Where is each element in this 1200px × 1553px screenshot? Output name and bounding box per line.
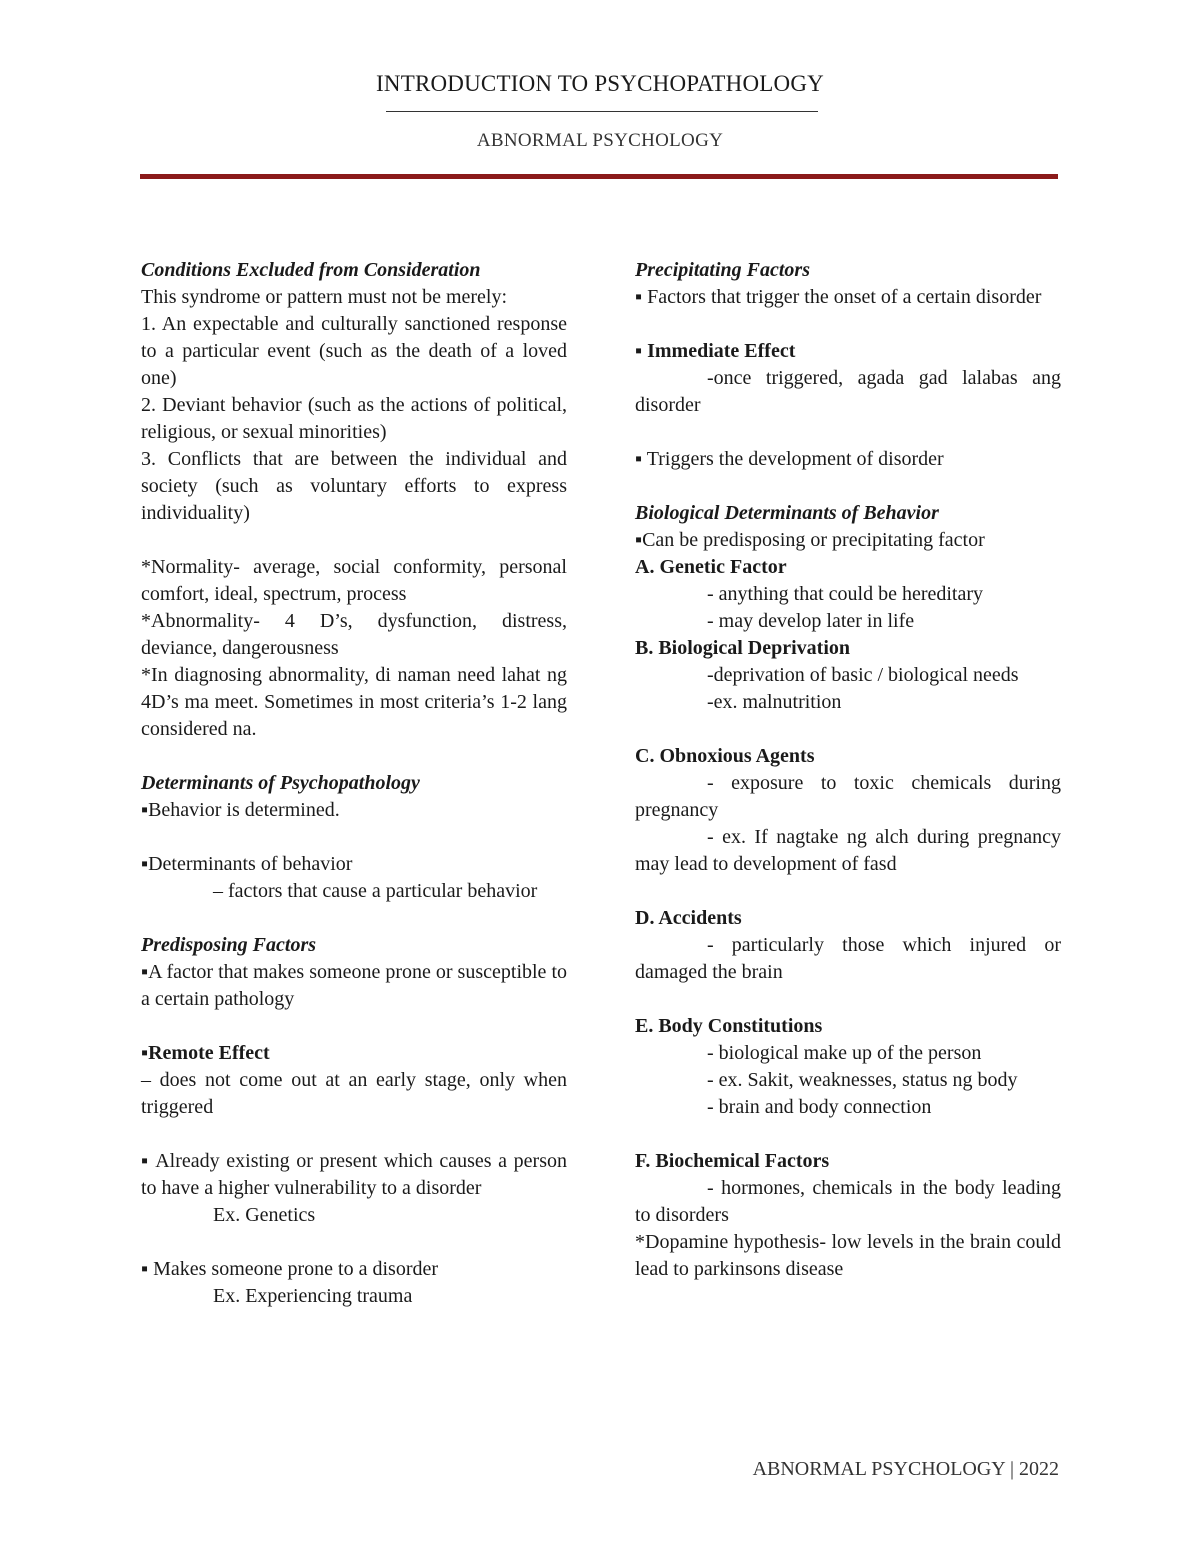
list-item: -ex. malnutrition xyxy=(707,691,842,713)
page-title: INTRODUCTION TO PSYCHOPATHOLOGY xyxy=(376,71,824,96)
list-item: - ex. If nagtake ng alch during pregnancy may lead to development of fasd xyxy=(635,826,1061,875)
bullet-item: ▪A factor that makes someone prone or susceptible to a certain pathology xyxy=(141,961,567,1010)
section-heading-precipitating: Precipitating Factors xyxy=(635,259,810,281)
list-item: 3. Conflicts that are between the individual and society (such as voluntary efforts to express individuality) xyxy=(141,448,567,524)
subheading-body-constitutions: E. Body Constitutions xyxy=(635,1015,823,1037)
definition: – does not come out at an early stage, only when triggered xyxy=(141,1069,567,1118)
definition: -once triggered, agada gad lalabas ang disorder xyxy=(635,367,1061,416)
page-footer: ABNORMAL PSYCHOLOGY | 2022 xyxy=(752,1458,1059,1480)
bullet-item: ▪Behavior is determined. xyxy=(141,799,340,821)
bullet-item: ▪ Already existing or present which causes a person to have a higher vulnerability to a disorder xyxy=(141,1150,567,1199)
list-item: - anything that could be hereditary xyxy=(707,583,984,605)
header-divider xyxy=(140,174,1058,179)
list-item: -deprivation of basic / biological needs xyxy=(707,664,1019,686)
list-item: - hormones, chemicals in the body leading to disorders xyxy=(635,1177,1061,1226)
paragraph: This syndrome or pattern must not be merely: xyxy=(141,286,508,308)
note-dopamine: *Dopamine hypothesis- low levels in the brain could lead to parkinsons disease xyxy=(635,1231,1061,1280)
section-heading-conditions: Conditions Excluded from Consideration xyxy=(141,259,481,281)
subheading-immediate-effect: ▪ Immediate Effect xyxy=(635,340,796,362)
list-item: - ex. Sakit, weaknesses, status ng body xyxy=(707,1069,1018,1091)
list-item: - biological make up of the person xyxy=(707,1042,982,1064)
note-diagnosing: *In diagnosing abnormality, di naman need lahat ng 4D’s ma meet. Sometimes in most criteria’s 1-2 lang considered na. xyxy=(141,664,567,740)
subheading-biological-deprivation: B. Biological Deprivation xyxy=(635,637,850,659)
page-subtitle: ABNORMAL PSYCHOLOGY xyxy=(476,130,724,151)
section-heading-biological: Biological Determinants of Behavior xyxy=(635,502,939,524)
bullet-item: ▪ Triggers the development of disorder xyxy=(635,448,944,470)
note-abnormality: *Abnormality- 4 D’s, dysfunction, distress, deviance, dangerousness xyxy=(141,610,567,659)
section-heading-determinants: Determinants of Psychopathology xyxy=(141,772,420,794)
list-item: - particularly those which injured or damaged the brain xyxy=(635,934,1061,983)
list-item: 2. Deviant behavior (such as the actions of political, religious, or sexual minorities) xyxy=(141,394,567,443)
list-item: 1. An expectable and culturally sanctioned response to a particular event (such as the death of a loved one) xyxy=(141,313,567,389)
bullet-item: ▪ Factors that trigger the onset of a certain disorder xyxy=(635,286,1042,308)
subheading-genetic-factor: A. Genetic Factor xyxy=(635,556,787,578)
title-underline xyxy=(386,111,818,112)
note-normality: *Normality- average, social conformity, personal comfort, ideal, spectrum, process xyxy=(141,556,567,605)
left-column xyxy=(141,257,567,1310)
list-item: - may develop later in life xyxy=(707,610,915,632)
subheading-accidents: D. Accidents xyxy=(635,907,742,929)
bullet-item: ▪Can be predisposing or precipitating factor xyxy=(635,529,985,551)
subheading-obnoxious-agents: C. Obnoxious Agents xyxy=(635,745,815,767)
list-item: - brain and body connection xyxy=(707,1096,932,1118)
right-column xyxy=(635,257,1061,1283)
definition: – factors that cause a particular behavior xyxy=(213,880,538,902)
example: Ex. Genetics xyxy=(213,1204,316,1226)
example: Ex. Experiencing trauma xyxy=(213,1285,413,1307)
subheading-remote-effect: ▪Remote Effect xyxy=(141,1042,270,1064)
section-heading-predisposing: Predisposing Factors xyxy=(141,934,317,956)
subheading-biochemical-factors: F. Biochemical Factors xyxy=(635,1150,830,1172)
bullet-item: ▪ Makes someone prone to a disorder xyxy=(141,1258,439,1280)
bullet-item: ▪Determinants of behavior xyxy=(141,853,353,875)
list-item: - exposure to toxic chemicals during pregnancy xyxy=(635,772,1061,821)
